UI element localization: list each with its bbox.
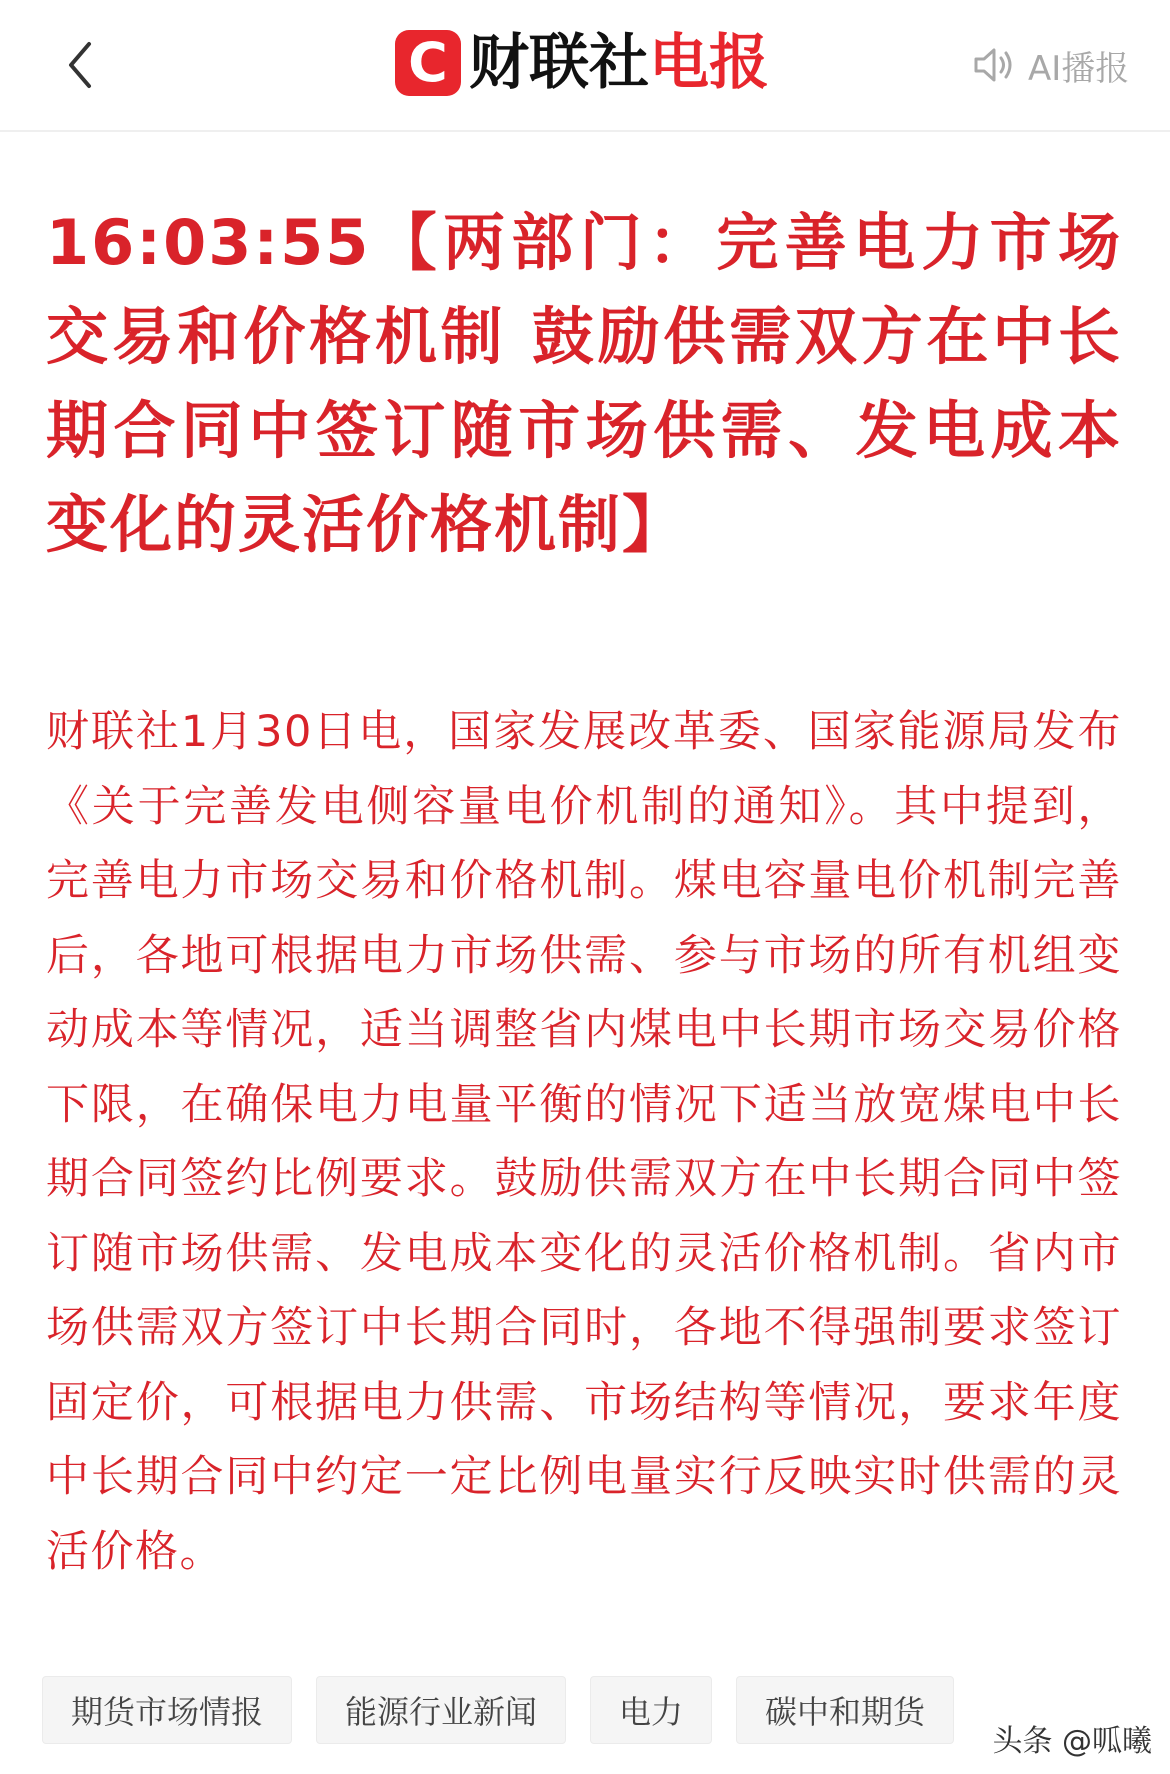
speaker-icon xyxy=(972,45,1016,85)
tag-list xyxy=(42,1676,954,1744)
article-body: 财联社1月30日电，国家发展改革委、国家能源局发布《关于完善发电侧容量电价机制的通知》。其中提到，完善电力市场交易和价格机制。煤电容量电价机制完善后，各地可根据电力市场供需、参与市场的所有机组变动成本等情况，适当调整省内煤电中长期市场交易价格下限，在确保电力电量平衡的情况下适当放宽煤电中长期合同签约比例要求。鼓励供需双方在中长期合同中签订随市场供需、发电成本变化的灵活价格机制。省内市场供需双方签订中长期合同时，各地不得强制要求签订固定价，可根据电力供需、市场结构等情况，要求年度中长期合同中约定一定比例电量实行反映实时供需的灵活价格。 xyxy=(46,707,1122,1577)
ai-broadcast-button[interactable] xyxy=(972,38,1129,92)
tag-carbon-neutral-futures[interactable]: 碳中和期货 xyxy=(736,1676,954,1744)
tag-electricity[interactable]: 电力 xyxy=(590,1676,712,1744)
logo-mark: C xyxy=(395,30,461,96)
logo-text-black: 财联社 xyxy=(469,28,649,98)
chevron-left-icon xyxy=(65,40,95,90)
logo-text-red: 电报 xyxy=(649,28,769,98)
ai-broadcast-label: AI播报 xyxy=(1028,48,1130,89)
tag-energy-industry-news[interactable]: 能源行业新闻 xyxy=(316,1676,566,1744)
logo-text xyxy=(469,28,769,98)
article-headline: 16:03:55【两部门：完善电力市场交易和价格机制 鼓励供需双方在中长期合同中签订随市场供需、发电成本变化的灵活价格机制】 xyxy=(46,206,1122,561)
back-button[interactable] xyxy=(50,30,110,100)
top-navigation-bar xyxy=(0,0,1170,132)
watermark: 头条 @呱曦 xyxy=(992,1724,1152,1759)
app-logo xyxy=(395,28,769,98)
tag-futures-market-intel[interactable]: 期货市场情报 xyxy=(42,1676,292,1744)
